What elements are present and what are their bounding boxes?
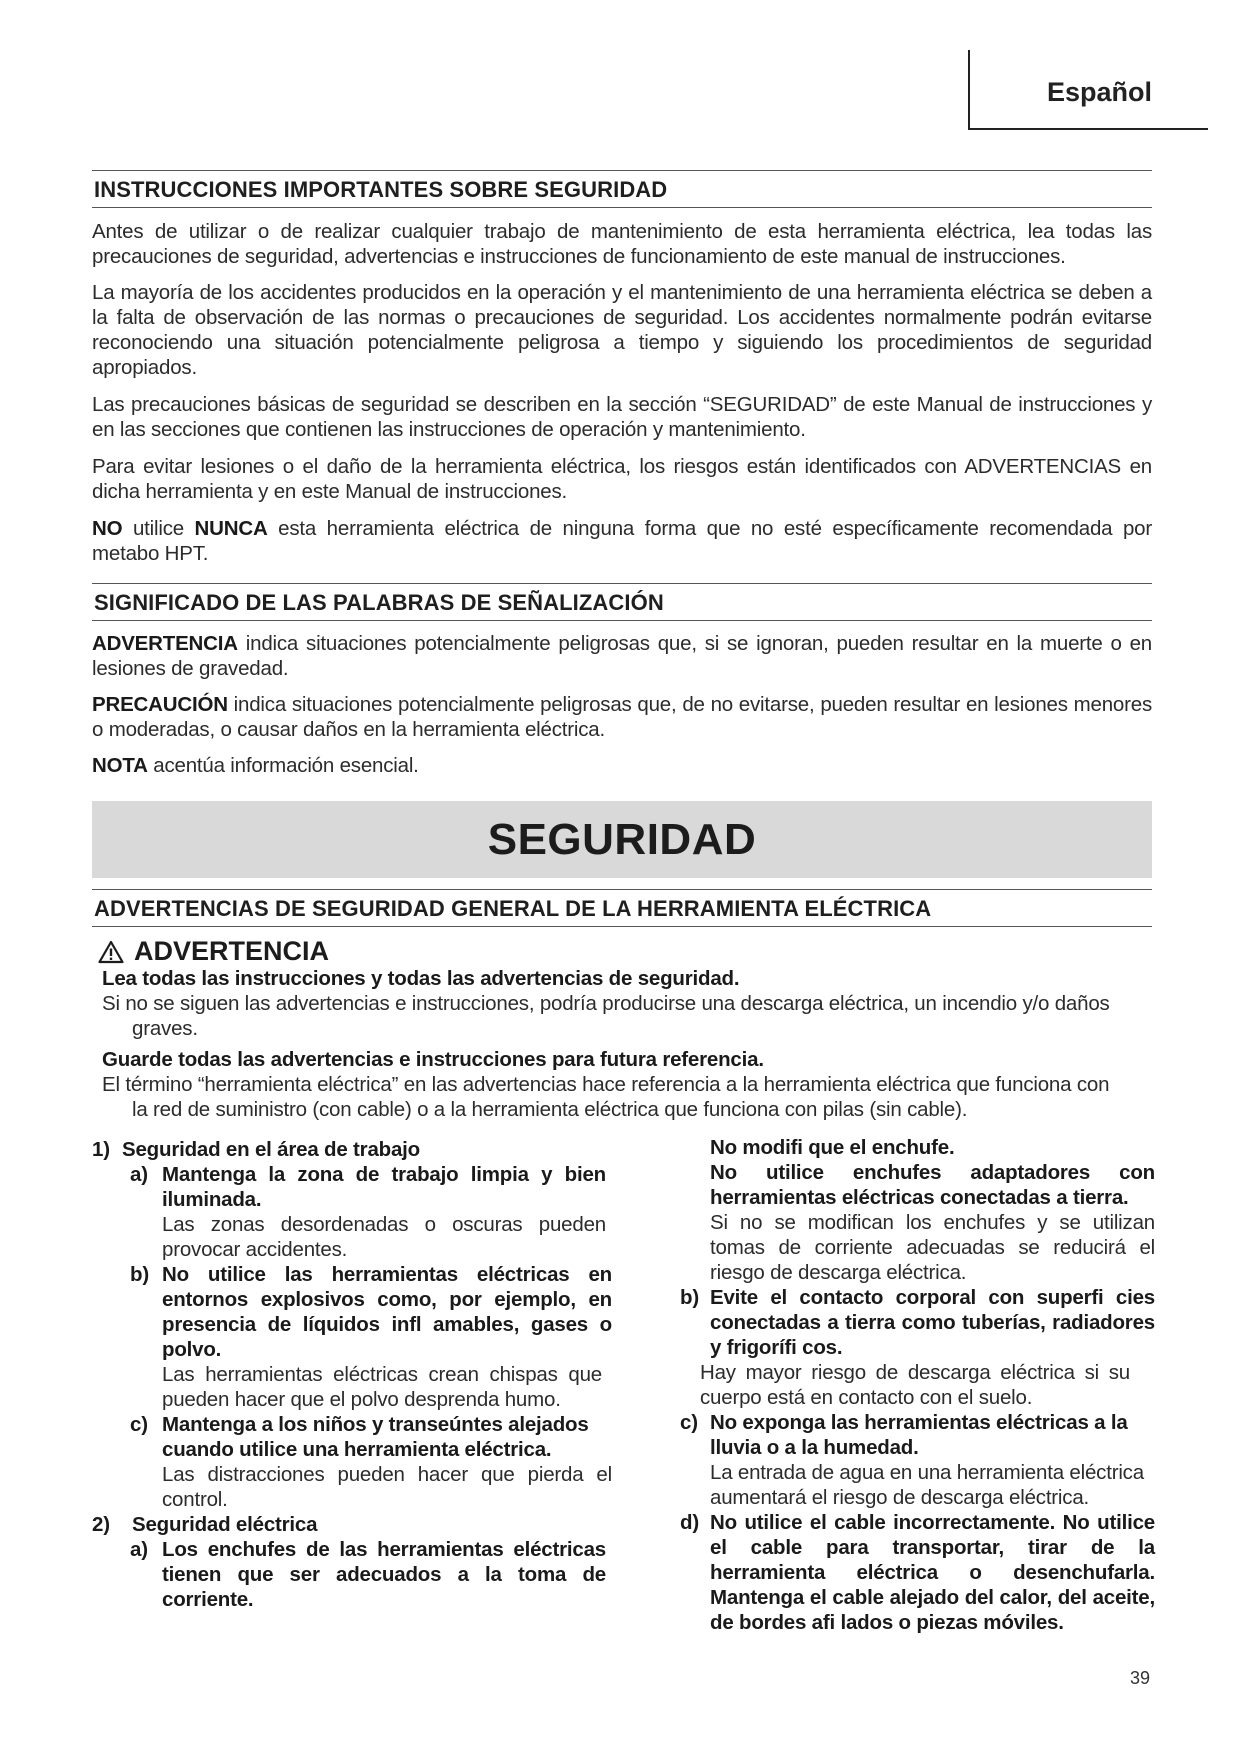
list-item-title: Evite el contacto corporal con superfi cies conectadas a tierra como tuberías, radiadores y frigorífi cos. [710,1286,1155,1359]
list-item-text: Las herramientas eléctricas crean chispas que pueden hacer que el polvo desprenda humo. [162,1363,602,1411]
list-item-title: Mantenga a los niños y transeúntes alejados cuando utilice una herramienta eléctrica. [162,1413,589,1461]
list-item-title: No exponga las herramientas eléctricas a la lluvia o a la humedad. [710,1411,1128,1459]
read-all-warnings [102,966,1112,1041]
advertencia-text: indica situaciones potencialmente peligrosas que, si se ignoran, pueden resultar en la muerte o en lesiones de gravedad. [92,632,1152,680]
list-item-electrical-safety [92,1512,612,1537]
list-letter: b) [680,1286,699,1309]
list-letter: c) [680,1411,698,1434]
list-number: 2) [92,1513,110,1536]
list-letter: b) [130,1263,149,1286]
read-all-heading: Lea todas las instrucciones y todas las advertencias de seguridad. [102,967,740,990]
section-heading-important-instructions: INSTRUCCIONES IMPORTANTES SOBRE SEGURIDAD [92,170,1152,208]
plug-no-adapters: No utilice enchufes adaptadores con herramientas eléctricas conectadas a tierra. [710,1161,1155,1209]
list-item-title: No utilice las herramientas eléctricas en entornos explosivos como, por ejemplo, en presencia de líquidos infl amables, gases o polvo. [162,1263,612,1361]
list-letter: d) [680,1511,699,1534]
list-letter: c) [130,1413,148,1436]
list-item-work-area [92,1137,612,1162]
p5-text-b: esta herramienta eléctrica de ninguna forma que no esté específicamente recomendada por metabo HPT. [92,517,1152,565]
plug-continuation [680,1135,1155,1285]
warning-title [98,936,329,967]
save-all-text-line-1: El término “herramienta eléctrica” en las advertencias hace referencia a la herramienta eléctrica que funciona con [102,1073,1110,1096]
list-item-title: Mantenga la zona de trabajo limpia y bien iluminada. [162,1163,606,1211]
list-item-a [92,1162,612,1262]
paragraph-advertencia-definition [92,631,1152,681]
list-item-title: Seguridad en el área de trabajo [122,1138,420,1161]
list-letter: a) [130,1163,148,1186]
warning-triangle-icon [98,940,124,964]
language-label: Español [1046,77,1152,107]
save-all-warnings [102,1047,1112,1122]
nota-term: NOTA [92,754,148,777]
p5-text-a: utilice [122,517,195,540]
paragraph-basic-precautions: Las precauciones básicas de seguridad se describen en la sección “SEGURIDAD” de este Manual de instrucciones y en las secciones que contienen las instrucciones de operación y mantenimiento. [92,393,1152,441]
banner-title: SEGURIDAD [487,814,757,864]
plug-text: Si no se modifican los enchufes y se utilizan tomas de corriente adecuadas se reducirá el riesgo de descarga eléctrica. [710,1211,1155,1284]
list-letter: a) [130,1538,148,1561]
section-heading-general-warnings: ADVERTENCIAS DE SEGURIDAD GENERAL DE LA HERRAMIENTA ELÉCTRICA [92,889,1152,927]
plug-no-modify: No modifi que el enchufe. [710,1136,955,1159]
no-term: NO [92,517,123,540]
warning-title-text: ADVERTENCIA [134,936,330,966]
precaucion-text: indica situaciones potencialmente peligrosas que, de no evitarse, pueden resultar en lesiones menores o moderadas, o causar daños en la herramienta eléctrica. [92,693,1152,741]
list-item-a2 [92,1537,612,1612]
list-item-title: Seguridad eléctrica [132,1513,318,1536]
read-all-text-line-2: graves. [132,1017,198,1040]
list-item-d-right [680,1510,1155,1635]
paragraph-nota-definition [92,753,1152,778]
seguridad-banner [92,801,1152,878]
list-item-text: Hay mayor riesgo de descarga eléctrica si su cuerpo está en contacto con el suelo. [700,1361,1130,1409]
save-all-text-line-2: la red de suministro (con cable) o a la herramienta eléctrica que funciona con pilas (sin cable). [132,1098,968,1121]
save-all-heading: Guarde todas las advertencias e instrucciones para futura referencia. [102,1048,764,1071]
list-item-text: La entrada de agua en una herramienta eléctrica aumentará el riesgo de descarga eléctrica. [710,1461,1144,1509]
advertencia-term: ADVERTENCIA [92,632,238,655]
precaucion-term: PRECAUCIÓN [92,693,228,716]
section-heading-signal-words: SIGNIFICADO DE LAS PALABRAS DE SEÑALIZACIÓN [92,583,1152,621]
paragraph-precaucion-definition [92,692,1152,742]
list-item-c [92,1412,612,1512]
nunca-term: NUNCA [194,517,268,540]
language-tab [968,50,1208,130]
paragraph-do-not-use [92,516,1152,566]
list-number: 1) [92,1138,110,1161]
list-item-b-right [680,1285,1155,1410]
list-item-c-right [680,1410,1155,1510]
paragraph-intro: Antes de utilizar o de realizar cualquier trabajo de mantenimiento de esta herramienta eléctrica, lea todas las precauciones de seguridad, advertencias e instrucciones de funcionamiento de este manual de instrucciones. [92,220,1152,268]
list-item-text: Las distracciones pueden hacer que pierda el control. [162,1463,612,1511]
list-item-text: Las zonas desordenadas o oscuras pueden provocar accidentes. [162,1213,606,1261]
list-item-title: Los enchufes de las herramientas eléctricas tienen que ser adecuados a la toma de corriente. [162,1538,606,1611]
read-all-text-line-1: Si no se siguen las advertencias e instrucciones, podría producirse una descarga eléctrica, un incendio y/o daños [102,992,1110,1015]
right-column [680,1135,1155,1635]
list-item-title: No utilice el cable incorrectamente. No utilice el cable para transportar, tirar de la herramienta eléctrica o desenchufarla. Mantenga el cable alejado del calor, del aceite, de bordes afi lados o piezas móviles. [710,1511,1155,1634]
paragraph-warnings-identified: Para evitar lesiones o el daño de la herramienta eléctrica, los riesgos están identificados con ADVERTENCIAS en dicha herramienta y en este Manual de instrucciones. [92,455,1152,503]
nota-text: acentúa información esencial. [147,754,419,777]
paragraph-accidents: La mayoría de los accidentes producidos en la operación y el mantenimiento de una herramienta eléctrica se deben a la falta de observación de las normas o precauciones de seguridad. Los accidentes normalmente podrán evitarse reconociendo una situación potencialmente peligrosa a tiempo y siguiendo los procedimientos de seguridad apropiados. [92,281,1152,379]
page-number: 39 [1130,1668,1151,1688]
left-column [92,1137,612,1612]
list-item-b [92,1262,612,1412]
